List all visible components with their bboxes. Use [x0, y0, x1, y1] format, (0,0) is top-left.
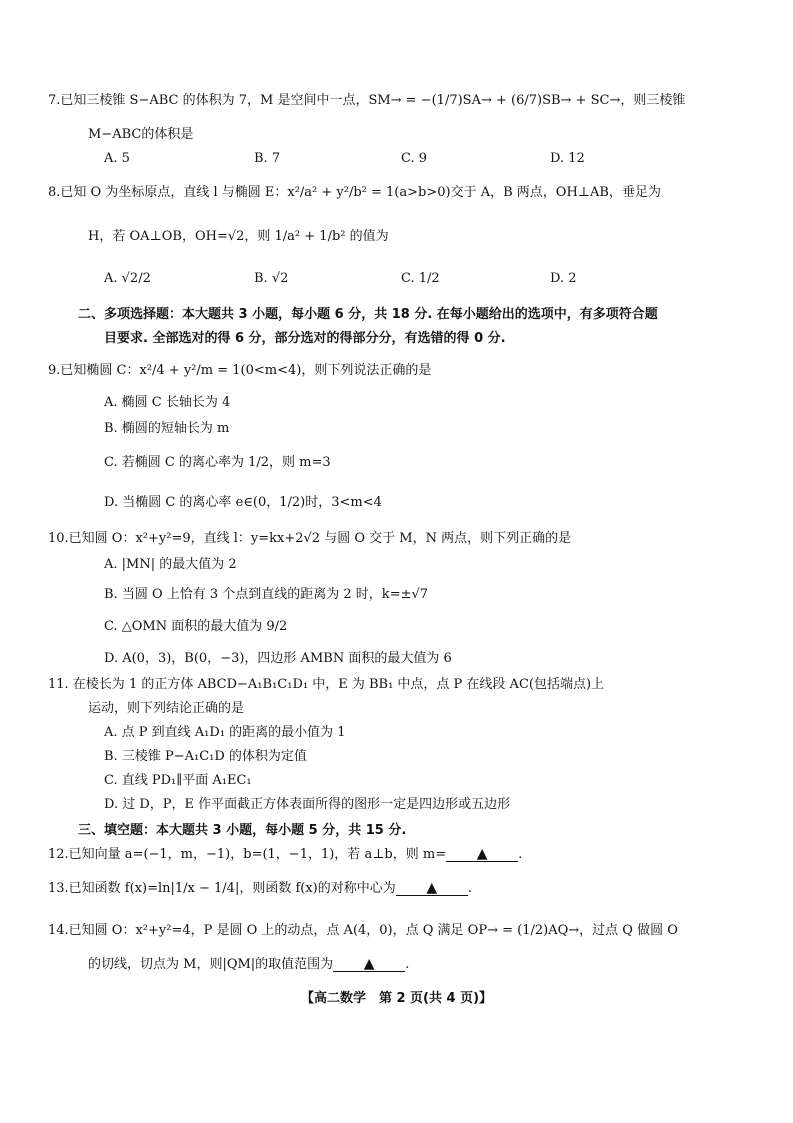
q13-text: 13.已知函数 f(x)=ln|1/x − 1/4|，则函数 f(x)的对称中心为	[48, 881, 396, 896]
q7-option-c[interactable]: C. 9	[401, 151, 428, 166]
q8-options	[104, 270, 704, 288]
q10-option-c[interactable]: C. △OMN 面积的最大值为 9/2	[104, 619, 288, 634]
q13-period: .	[467, 881, 472, 896]
q11-option-b[interactable]: B. 三棱锥 P−A₁C₁D 的体积为定值	[104, 749, 307, 764]
q7-option-b[interactable]: B. 7	[254, 151, 281, 166]
q7-stem-line2: M−ABC的体积是	[88, 127, 194, 142]
q7-options	[104, 150, 704, 168]
q7-option-d[interactable]: D. 12	[550, 151, 585, 166]
section2-heading-line1: 二、多项选择题：本大题共 3 小题，每小题 6 分，共 18 分. 在每小题给出的选项中，有多项符合题	[78, 307, 658, 322]
q12-text: 12.已知向量 a=(−1，m，−1)，b=(1，−1，1)，若 a⊥b，则 m=	[48, 847, 447, 862]
q11-option-d[interactable]: D. 过 D，P，E 作平面截正方体表面所得的图形一定是四边形或五边形	[104, 797, 511, 812]
q7-option-a[interactable]: A. 5	[104, 151, 130, 166]
q12-answer-blank[interactable]	[446, 847, 518, 862]
q10-option-b[interactable]: B. 当圆 O 上恰有 3 个点到直线的距离为 2 时，k=±√7	[104, 587, 429, 602]
q11-stem-line1: 11. 在棱长为 1 的正方体 ABCD−A₁B₁C₁D₁ 中，E 为 BB₁ 中点，点 P 在线段 AC(包括端点)上	[48, 677, 605, 692]
q11-stem-line2: 运动，则下列结论正确的是	[88, 701, 245, 716]
triangle-icon: ▲	[363, 956, 375, 972]
q8-stem-line2: H，若 OA⊥OB，OH=√2，则 1/a² + 1/b² 的值为	[88, 229, 389, 244]
q8-option-b[interactable]: B. √2	[254, 271, 289, 286]
section3-heading: 三、填空题：本大题共 3 小题，每小题 5 分，共 15 分.	[78, 823, 407, 838]
q11-option-c[interactable]: C. 直线 PD₁∥平面 A₁EC₁	[104, 773, 252, 788]
q11-option-a[interactable]: A. 点 P 到直线 A₁D₁ 的距离的最小值为 1	[104, 725, 346, 740]
q9-stem: 9.已知椭圆 C：x²/4 + y²/m = 1(0<m<4)，则下列说法正确的是	[48, 363, 432, 378]
q14-period: .	[405, 957, 410, 972]
q10-option-d[interactable]: D. A(0，3)，B(0，−3)，四边形 AMBN 面积的最大值为 6	[104, 651, 452, 666]
triangle-icon: ▲	[476, 846, 488, 862]
q14-text: 的切线，切点为 M，则|QM|的取值范围为	[88, 957, 334, 972]
q13-answer-blank[interactable]	[396, 881, 468, 896]
triangle-icon: ▲	[426, 880, 438, 896]
q10-stem: 10.已知圆 O：x²+y²=9，直线 l：y=kx+2√2 与圆 O 交于 M，N 两点，则下列正确的是	[48, 531, 572, 546]
q9-option-d[interactable]: D. 当椭圆 C 的离心率 e∈(0，1/2)时，3<m<4	[104, 495, 382, 510]
q13-line	[48, 880, 472, 898]
q8-option-c[interactable]: C. 1/2	[401, 271, 440, 286]
q14-stem-line1: 14.已知圆 O：x²+y²=4，P 是圆 O 上的动点，点 A(4，0)，点 Q 满足 OP→ = (1/2)AQ→，过点 Q 做圆 O	[48, 923, 678, 938]
q10-option-a[interactable]: A. |MN| 的最大值为 2	[104, 557, 237, 572]
q9-option-a[interactable]: A. 椭圆 C 长轴长为 4	[104, 395, 231, 410]
q8-stem-line1: 8.已知 O 为坐标原点，直线 l 与椭圆 E：x²/a² + y²/b² = 1(a>b>0)交于 A，B 两点，OH⊥AB，垂足为	[48, 185, 661, 200]
q7-stem-line1: 7.已知三棱锥 S−ABC 的体积为 7，M 是空间中一点，SM→ = −(1/7)SA→ + (6/7)SB→ + SC→，则三棱锥	[48, 93, 686, 108]
q8-option-d[interactable]: D. 2	[550, 271, 577, 286]
q14-line2	[88, 956, 409, 974]
q9-option-c[interactable]: C. 若椭圆 C 的离心率为 1/2，则 m=3	[104, 455, 331, 470]
q8-option-a[interactable]: A. √2/2	[104, 271, 151, 286]
q9-option-b[interactable]: B. 椭圆的短轴长为 m	[104, 421, 230, 436]
page-footer: 【高二数学 第 2 页(共 4 页)】	[300, 991, 493, 1006]
q14-answer-blank[interactable]	[333, 957, 405, 972]
q12-period: .	[518, 847, 523, 862]
q12-line	[48, 846, 522, 864]
section2-heading-line2: 目要求. 全部选对的得 6 分，部分选对的得部分分，有选错的得 0 分.	[104, 331, 506, 346]
